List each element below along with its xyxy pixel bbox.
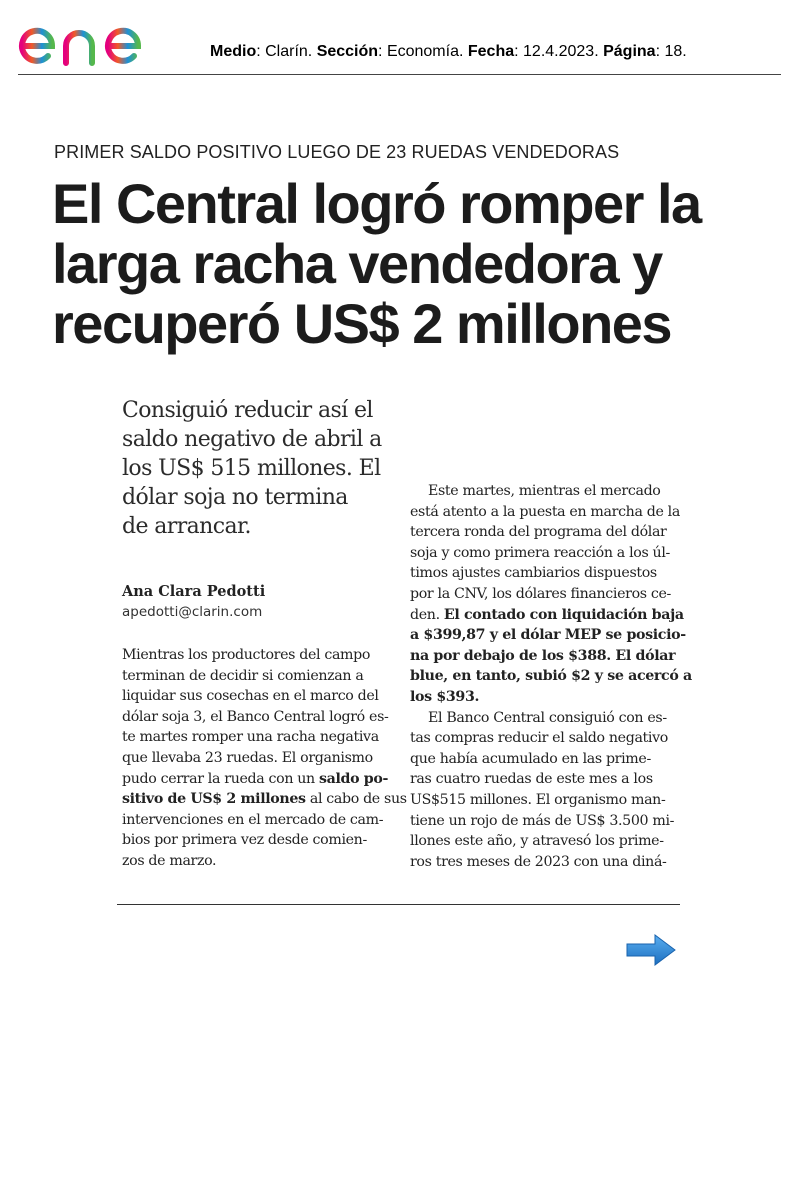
body-bold-line: blue, en tanto, subió $2 y se acercó a xyxy=(410,668,692,685)
body-line: por la CNV, los dólares financieros ce- xyxy=(410,585,671,602)
body-line: tas compras reducir el saldo negativo xyxy=(410,730,668,747)
body-bold-text: El contado con liquidación baja xyxy=(443,606,684,623)
body-line-mixed xyxy=(122,789,407,810)
summary-line: dólar soja no termina xyxy=(122,485,348,510)
body-line: que había acumulado en las prime- xyxy=(410,750,651,767)
body-line-mixed xyxy=(410,605,684,626)
summary-line: Consiguió reducir así el xyxy=(122,398,373,423)
body-text: al cabo de sus xyxy=(305,791,407,808)
article-kicker: PRIMER SALDO POSITIVO LUEGO DE 23 RUEDAS VENDEDORAS xyxy=(54,142,620,162)
seccion-value: Economía. xyxy=(386,43,464,60)
body-column-left xyxy=(122,645,407,872)
body-line: Mientras los productores del campo xyxy=(122,647,371,663)
body-line: ras cuatro ruedas de este mes a los xyxy=(410,771,653,788)
body-line: soja y como primera reacción a los úl- xyxy=(410,544,670,561)
fecha-value: 12.4.2023. xyxy=(523,43,599,60)
pagina-value: 18. xyxy=(664,43,687,60)
summary-line: saldo negativo de abril a xyxy=(122,427,382,452)
summary-line: los US$ 515 millones. El xyxy=(122,456,381,481)
article-summary xyxy=(122,396,402,541)
header-divider xyxy=(18,74,781,75)
body-text: pudo cerrar la rueda con un xyxy=(122,770,319,787)
fecha-label: Fecha xyxy=(467,43,515,60)
body-bold-line: a $399,87 y el dólar MEP se posicio- xyxy=(410,627,686,644)
body-line: timos ajustes cambiarios dispuestos xyxy=(410,565,657,582)
bottom-divider xyxy=(117,904,680,905)
summary-line: de arrancar. xyxy=(122,514,251,539)
medio-label: Medio xyxy=(210,43,257,60)
medio-value: Clarín. xyxy=(265,43,313,60)
source-meta: Medio: Clarín. Sección: Economía. Fecha: 12.4.2023. Página: 18. xyxy=(210,43,687,60)
body-line: te martes romper una racha negativa xyxy=(122,729,379,746)
body-line: bios por primera vez desde comien- xyxy=(122,832,367,849)
body-line: US$515 millones. El organismo man- xyxy=(410,791,666,808)
body-line: intervenciones en el mercado de cam- xyxy=(122,811,384,828)
body-line: dólar soja 3, el Banco Central logró es- xyxy=(122,708,389,725)
body-bold-text: saldo po- xyxy=(319,770,389,787)
body-line: tiene un rojo de más de US$ 3.500 mi- xyxy=(410,812,675,829)
body-text: den. xyxy=(410,606,444,623)
pagina-label: Página xyxy=(603,43,656,60)
body-line: llones este año, y atravesó los prime- xyxy=(410,833,664,850)
body-line: ros tres meses de 2023 con una diná- xyxy=(410,853,667,870)
body-line: está atento a la puesta en marcha de la xyxy=(410,503,680,520)
body-line: liquidar sus cosechas en el marco del xyxy=(122,688,379,705)
headline-line: larga racha vendedora y xyxy=(52,232,662,295)
body-column-right xyxy=(410,481,692,872)
author-email: apedotti@clarin.com xyxy=(122,604,263,620)
body-bold-line: na por debajo de los $388. El dólar xyxy=(410,647,676,664)
body-bold-line: los $393. xyxy=(410,688,480,705)
body-line: Este martes, mientras el mercado xyxy=(428,483,661,499)
body-line: terminan de decidir si comienzan a xyxy=(122,667,364,684)
author-name: Ana Clara Pedotti xyxy=(122,583,266,600)
arrow-right-icon[interactable] xyxy=(625,933,677,967)
body-line: zos de marzo. xyxy=(122,852,217,869)
headline-line: El Central logró romper la xyxy=(52,172,701,235)
headline-line: recuperó US$ 2 millones xyxy=(52,292,672,355)
body-bold-text: sitivo de US$ 2 millones xyxy=(122,791,306,808)
enel-logo xyxy=(18,6,180,68)
body-line: tercera ronda del programa del dólar xyxy=(410,524,667,541)
seccion-label: Sección xyxy=(316,43,379,60)
body-line: El Banco Central consiguió con es- xyxy=(428,709,667,726)
body-line-mixed xyxy=(122,769,392,790)
article-headline xyxy=(52,174,772,354)
body-line: que llevaba 23 ruedas. El organismo xyxy=(122,749,373,766)
